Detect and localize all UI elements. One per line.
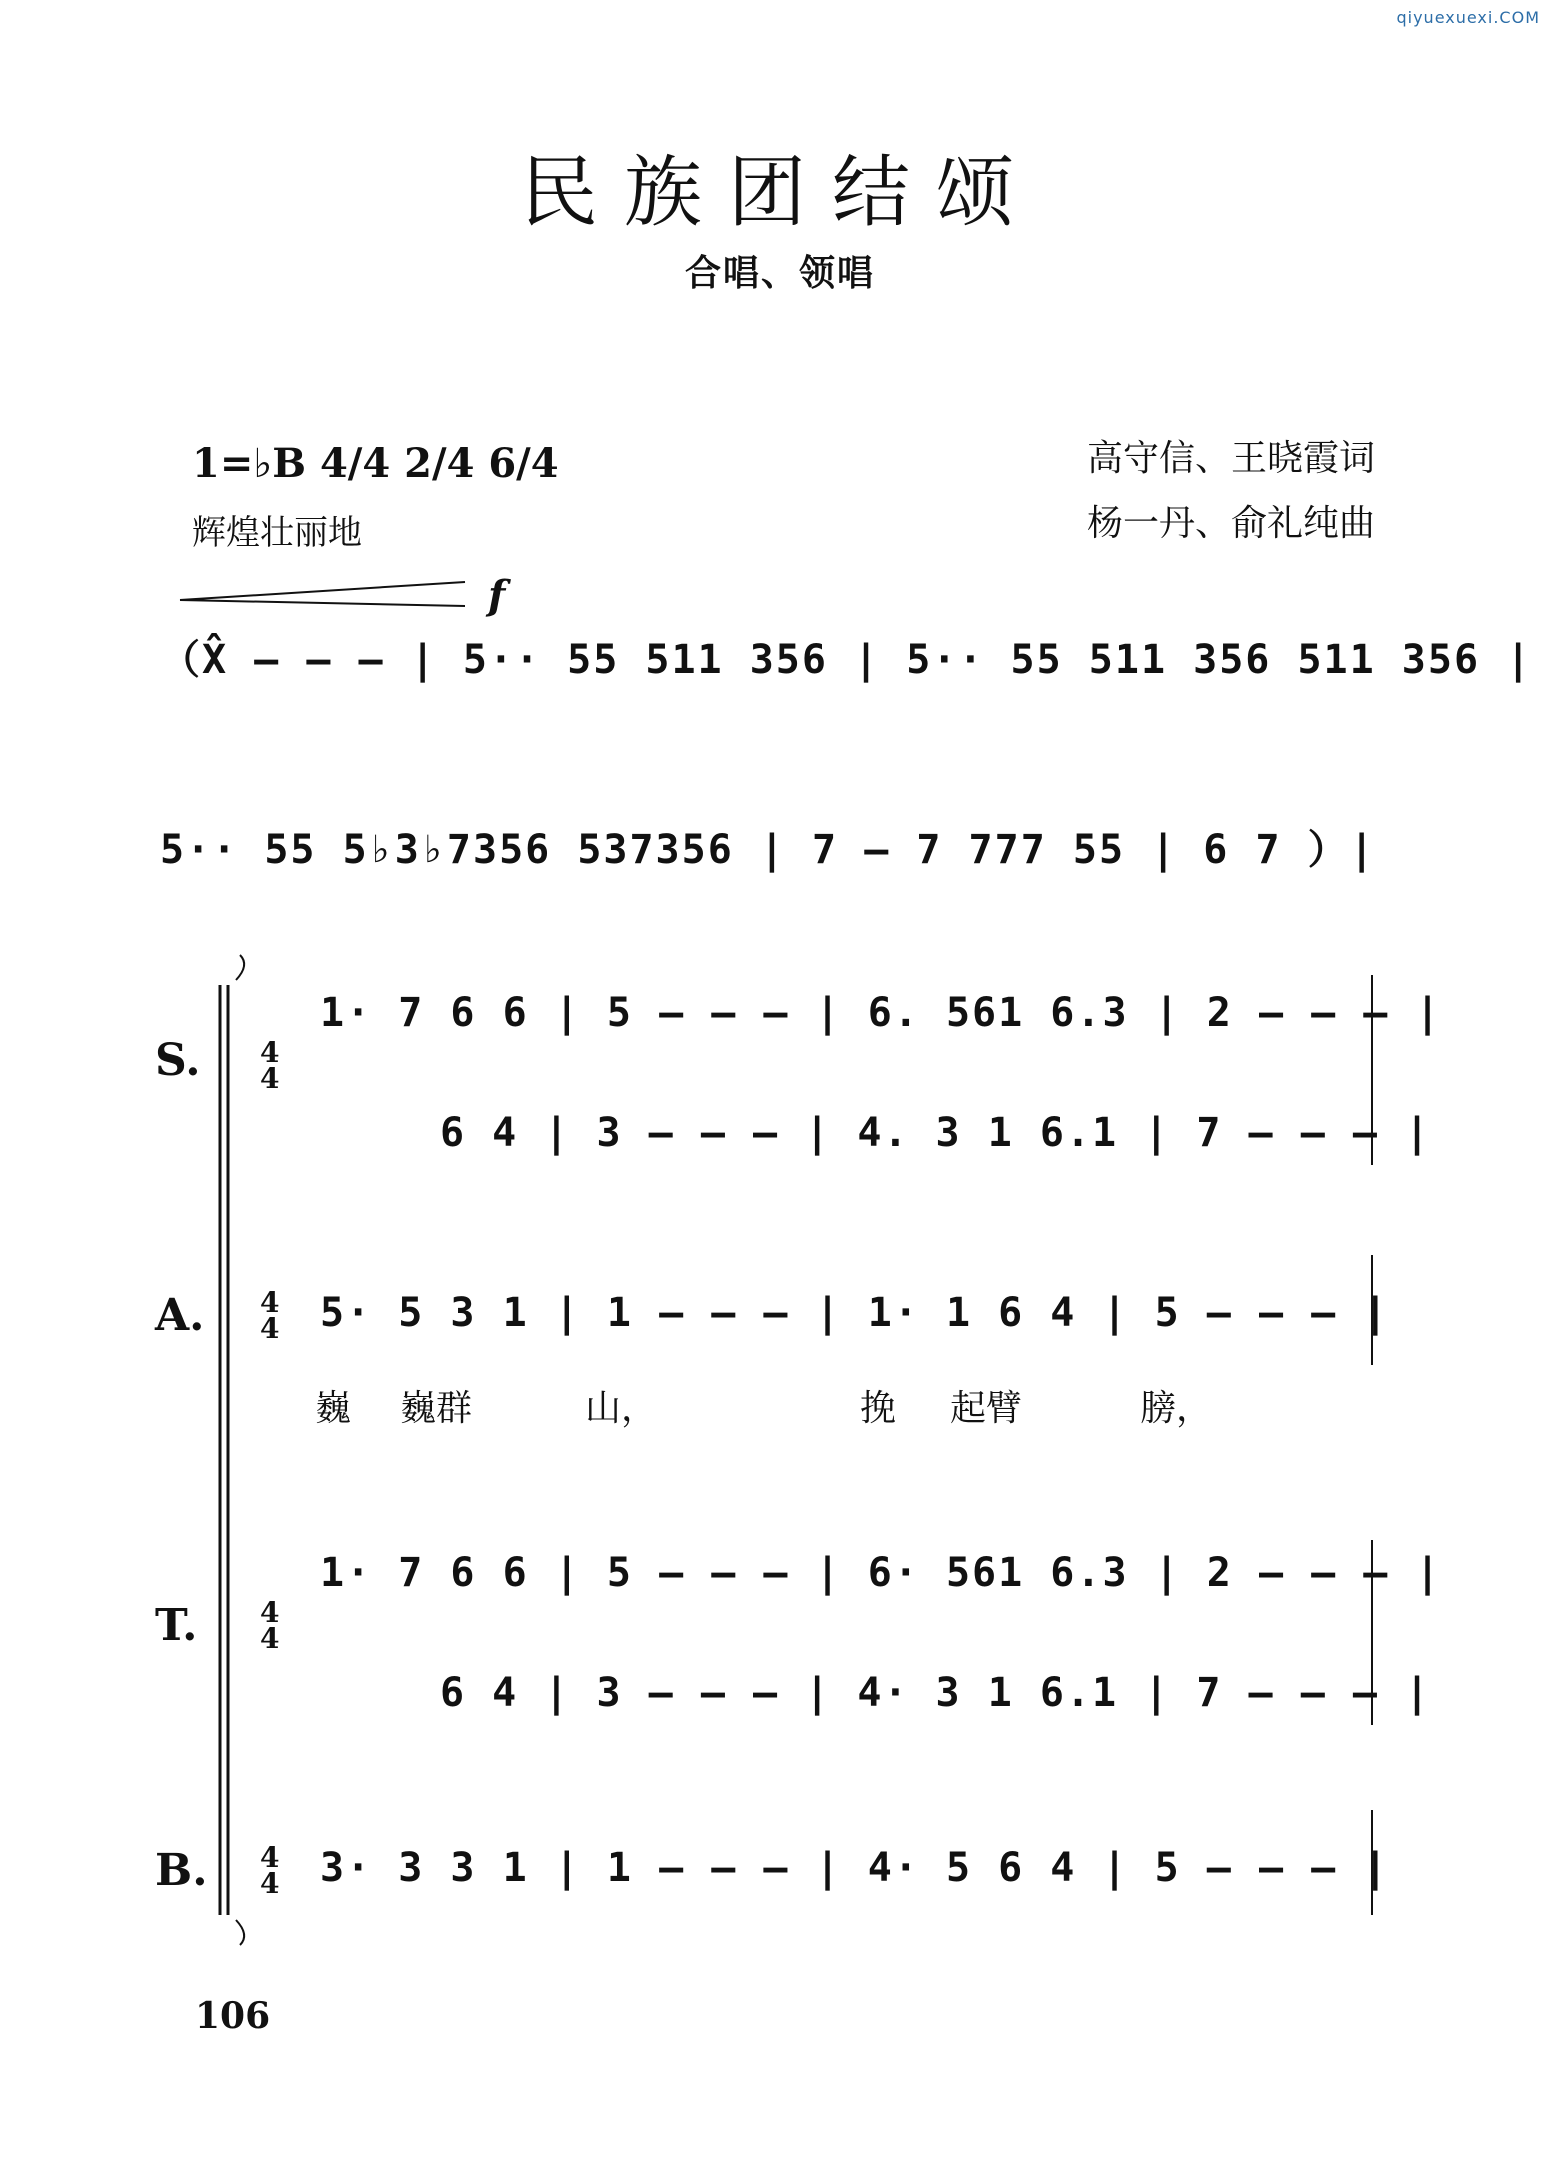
time-signature-soprano: 4 4 [260,1036,280,1095]
part-label-alto: A. [155,1290,205,1341]
time-signature-alto: 4 4 [260,1286,280,1345]
part-label-tenor: T. [155,1600,198,1651]
subtitle: 合唱、领唱 [684,253,875,294]
intro-line-1: （X̂ – – – | 5·· 55 511 356 | 5·· 55 511 356 511 356 | [160,637,1533,683]
page-title: 民族团结颂 [519,148,1040,238]
part-label-soprano: S. [155,1035,201,1086]
page-number: 106 [195,1995,271,2037]
dynamic-forte: f [488,572,506,619]
lyricist-credit: 高守信、王晓霞词 [1086,438,1375,479]
lyric-word: 巍 [315,1388,352,1429]
site-watermark: qiyuexuexi.COM [1396,8,1540,27]
soprano-lower-notes: 6 4 | 3 – – – | 4. 3 1 6.1 | 7 – – – | [440,1110,1432,1156]
part-label-bass: B. [155,1845,208,1896]
lyric-word: 膀， [1140,1388,1213,1429]
key-signature: 1=♭B 4/4 2/4 6/4 [192,440,559,487]
lyric-word: 起臂 [950,1388,1023,1429]
lyric-word: 巍群 [400,1388,473,1429]
soprano-upper-notes: 1· 7 6 6 | 5 – – – | 6. 561 6.3 | 2 – – – | [320,990,1442,1036]
bass-notes: 3· 3 3 1 | 1 – – – | 4· 5 6 4 | 5 – – – | [320,1845,1390,1891]
time-signature-tenor: 4 4 [260,1596,280,1655]
composer-credit: 杨一丹、俞礼纯曲 [1086,503,1375,544]
alto-notes: 5· 5 3 1 | 1 – – – | 1· 1 6 4 | 5 – – – | [320,1290,1390,1336]
lyric-word: 山， [585,1388,658,1429]
intro-line-2: 5·· 55 5♭3♭7356 537356 | 7 – 7 777 55 | 6 7 ）| [160,827,1376,873]
tempo-marking: 辉煌壮丽地 [192,513,362,553]
lyric-word: 挽 [860,1388,897,1429]
tenor-upper-notes: 1· 7 6 6 | 5 – – – | 6· 561 6.3 | 2 – – – | [320,1550,1442,1596]
tenor-lower-notes: 6 4 | 3 – – – | 4· 3 1 6.1 | 7 – – – | [440,1670,1432,1716]
time-signature-bass: 4 4 [260,1841,280,1900]
